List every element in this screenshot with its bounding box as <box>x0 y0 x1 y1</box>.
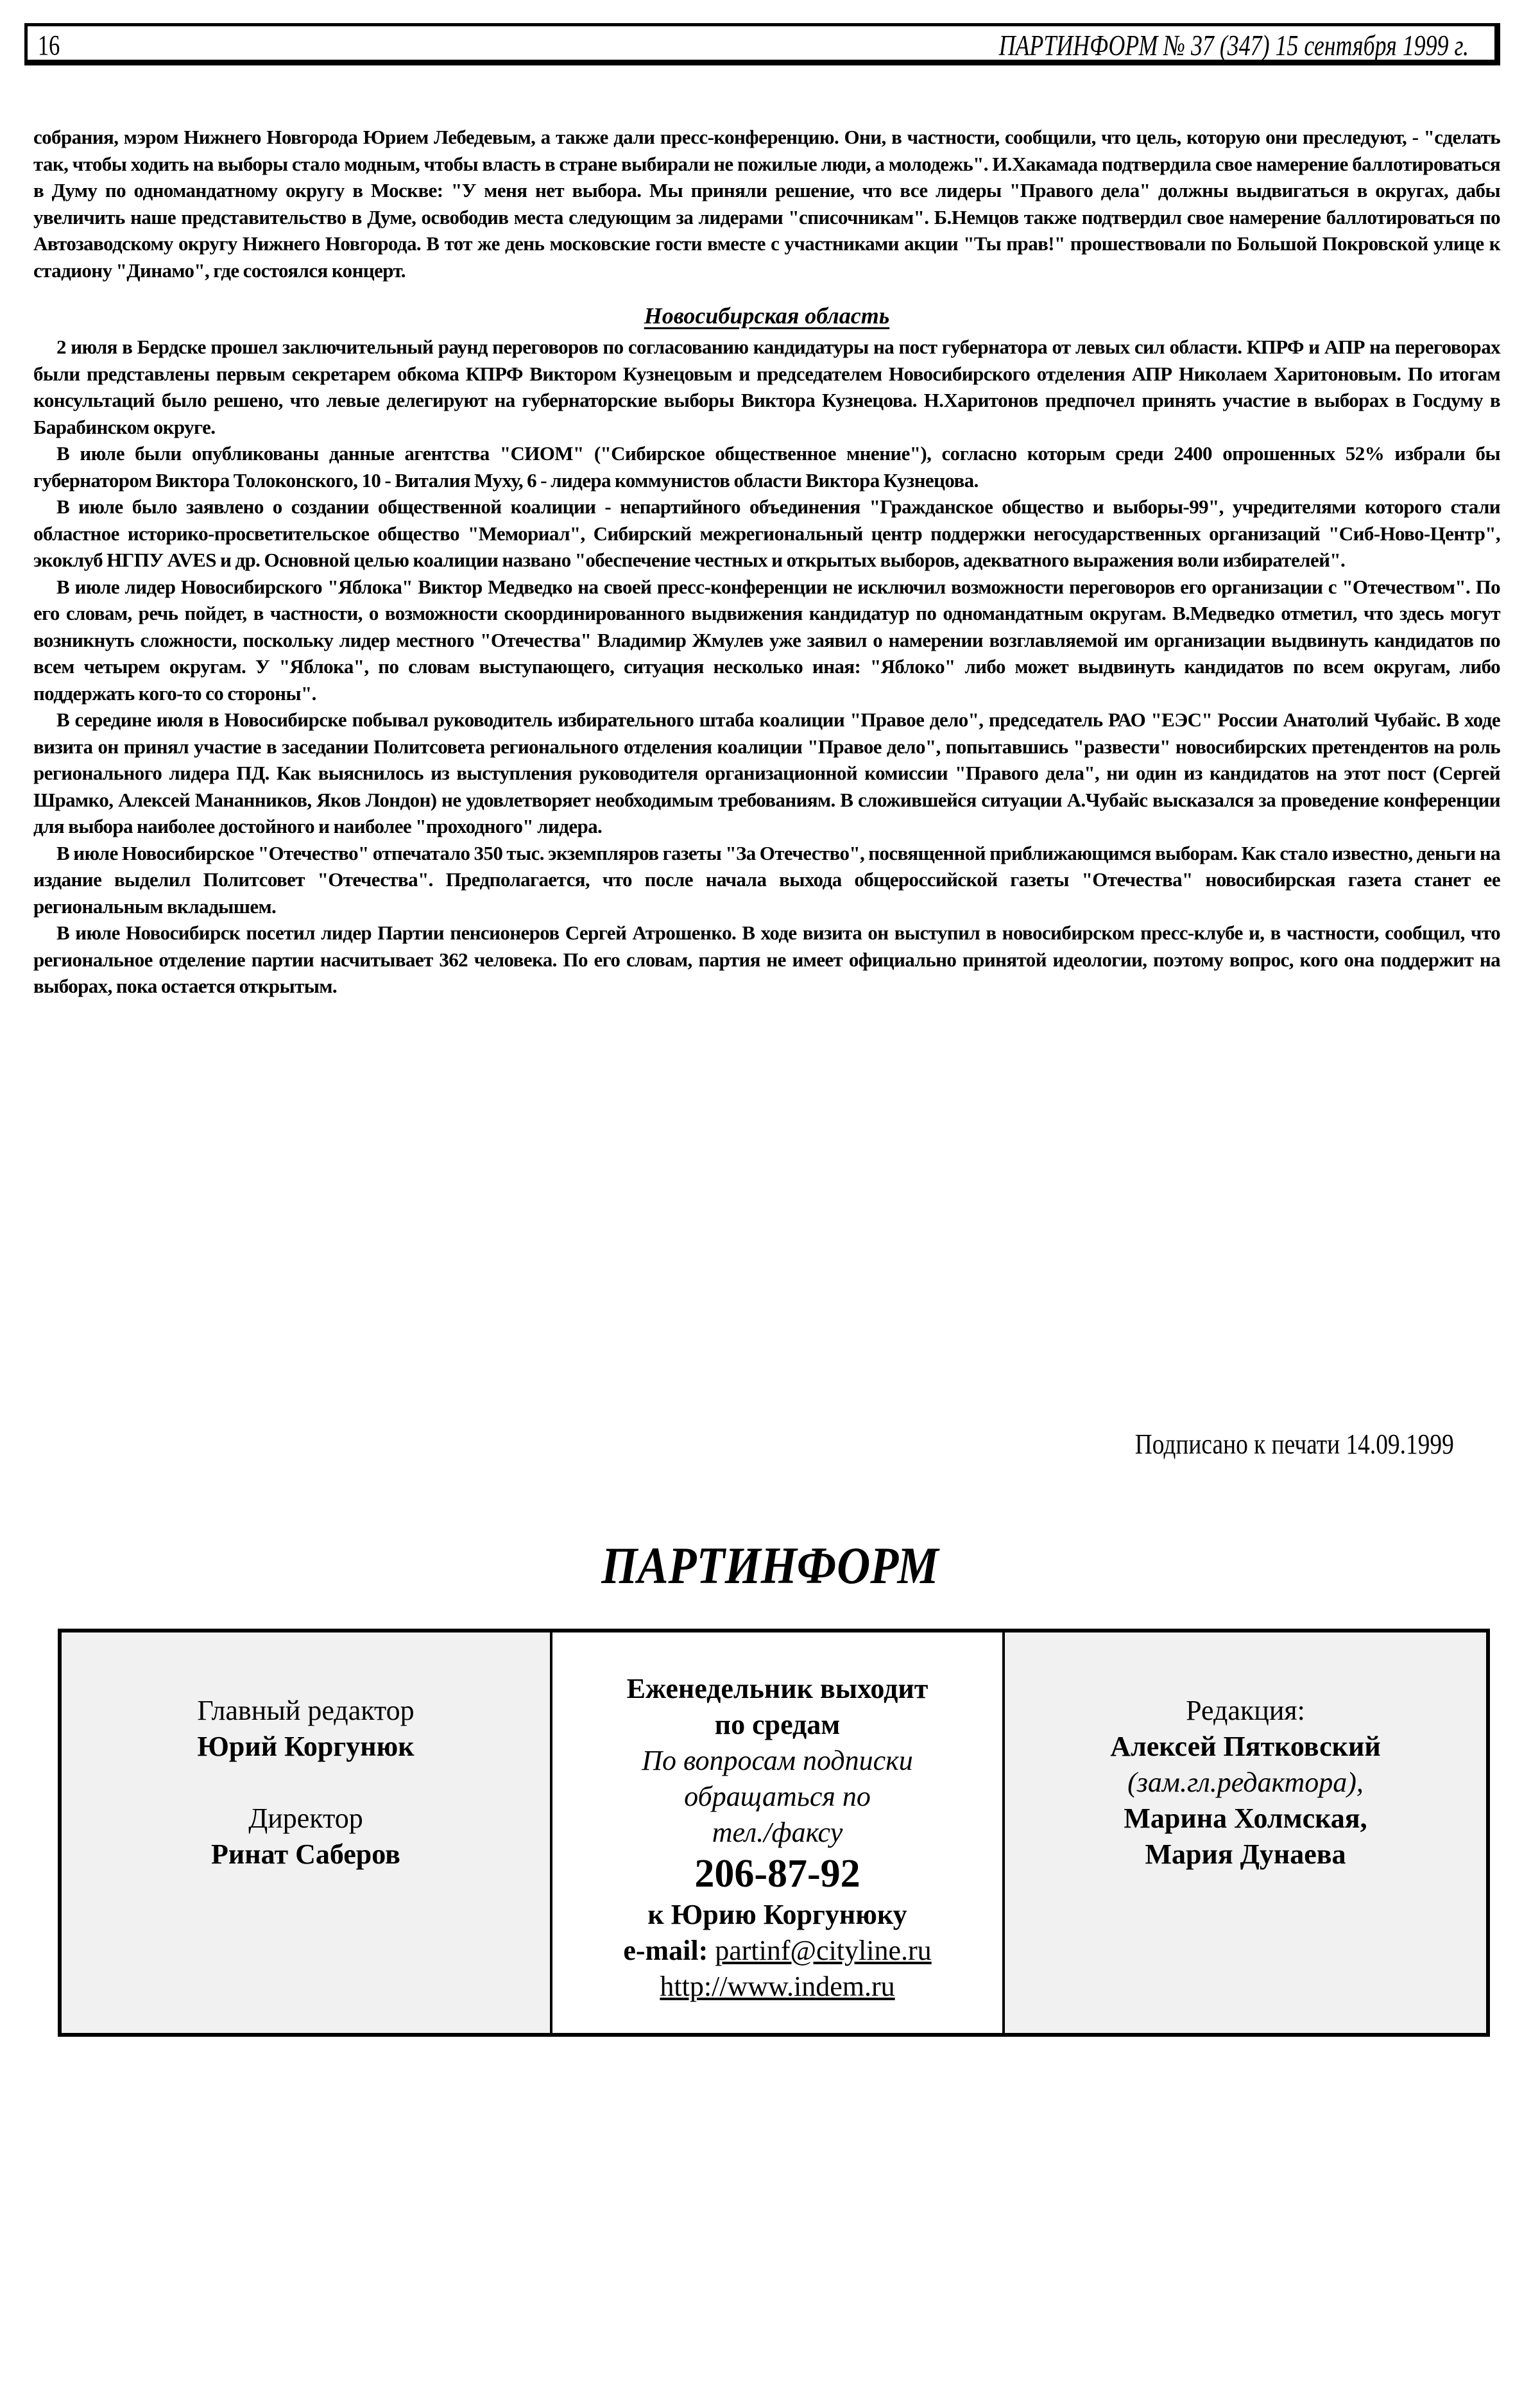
website-link[interactable]: http://www.indem.ru <box>660 1971 895 2002</box>
email-link[interactable]: partinf@cityline.ru <box>715 1935 932 1966</box>
signed-to-print: Подписано к печати 14.09.1999 <box>1134 1428 1454 1460</box>
director-role: Директор <box>248 1803 363 1834</box>
contact-person: к Юрию Коргунюку <box>647 1899 907 1930</box>
section-paragraph: В июле Новосибирск посетил лидер Партии пенсионеров Сергей Атрошенко. В ходе визита он выступил в новосибирском пресс-клубе и, в частности, сообщил, что региональное отделение партии насчитывает 362 человека. По его словам, партия не имеет официально принятой идеологии, поэтому вопрос, кого она поддержит на выборах, пока остается открытым. <box>33 921 1500 997</box>
intro-paragraph: собрания, мэром Нижнего Новгорода Юрием Лебедевым, а также дали пресс-конференцию. Они, в частности, сообщили, что цель, которую они преследуют, - "сделать так, чтобы ходить на выборы стало модным, чтобы власть в стране выбирали не пожилые люди, а молодежь". И.Хакамада подтвердила свое намерение баллотироваться в Думу по одномандатному округу в Москве: "У меня нет выбора. Мы приняли решение, что все лидеры "Правого дела" должны выдвигаться в округах, дабы увеличить наше представительство в Думе, освободив места следующим за лидерами "списочникам". Б.Немцов также подтвердил свое намерение баллотироваться по Автозаводскому округу Нижнего Новгорода. В тот же день московские гости вместе с участниками акции "Ты прав!" прошествовали по Большой Покровской улице к стадиону "Динамо", где состоялся концерт. <box>33 126 1500 282</box>
section-heading: Новосибирская область <box>644 303 890 329</box>
phone-number: 206-87-92 <box>694 1852 860 1896</box>
subscription-note: обращаться по <box>684 1781 871 1812</box>
staff-name: Мария Дунаева <box>1145 1838 1346 1870</box>
schedule-line: по средам <box>714 1709 841 1740</box>
section-paragraph: В июле было заявлено о создании общественной коалиции - непартийного объединения "Гражданское общество и выборы-99", учредителями которого стали областное историко-просветительское общество "Мемориал", Сибирский межрегиональный центр поддержки негосударственных организаций "Сиб-Ново-Центр", экоклуб НГПУ AVES и др. Основной целью коалиции названо "обеспечение честных и открытых выборов, адекватного выражения воли избирателей". <box>33 495 1500 571</box>
editor-name: Юрий Коргунюк <box>197 1731 415 1762</box>
publication-issue-title: ПАРТИНФОРМ № 37 (347) 15 сентября 1999 г. <box>998 29 1469 62</box>
subscription-note: тел./факсу <box>712 1817 843 1848</box>
section-paragraph: В июле Новосибирское "Отечество" отпечатало 350 тыс. экземпляров газеты "За Отечество", посвященной приближающимся выборам. Как стало известно, деньги на издание выделил Политсовет "Отечества". Предполагается, что после начала выхода общероссийской газеты "Отечества" новосибирская газета станет ее региональным вкладышем. <box>33 841 1500 918</box>
subscription-note: По вопросам подписки <box>642 1745 913 1776</box>
masthead-editors-column <box>62 1632 552 2033</box>
section-paragraph: В июле лидер Новосибирского "Яблока" Виктор Медведко на своей пресс-конференции не исключил возможности переговоров его организации с "Отечеством". По его словам, речь пойдет, в частности, о возможности скоординированного выдвижения кандидатур по одномандатным округам. В.Медведко отметил, что здесь могут возникнуть сложности, поскольку лидер местного "Отечества" Владимир Жмулев уже заявил о намерении возглавляемой им организации выдвинуть кандидатов по всем четырем округам. У "Яблока", по словам выступающего, ситуация несколько иная: "Яблоко" либо может выдвинуть кандидатов по всем округам, либо поддержать кого-то со стороны". <box>33 575 1500 705</box>
masthead-box <box>58 1629 1490 2037</box>
page-header <box>24 23 1500 65</box>
email-line <box>623 1933 931 1969</box>
page-number: 16 <box>38 30 60 61</box>
section-paragraph: В июле были опубликованы данные агентства "СИОМ" ("Сибирское общественное мнение"), согласно которым среди 2400 опрошенных 52% избрали бы губернатором Виктора Толоконского, 10 - Виталия Муху, 6 - лидера коммунистов области Виктора Кузнецова. <box>33 442 1500 492</box>
schedule-line: Еженедельник выходит <box>626 1673 928 1704</box>
staff-name: Марина Холмская, <box>1124 1803 1367 1834</box>
staff-label: Редакция: <box>1186 1695 1305 1726</box>
masthead-staff-column <box>1005 1632 1486 2033</box>
article-body <box>33 124 1500 1000</box>
director-name: Ринат Саберов <box>211 1838 400 1870</box>
editor-role: Главный редактор <box>197 1695 415 1726</box>
section-paragraph: 2 июля в Бердске прошел заключительный раунд переговоров по согласованию кандидатуры на пост губернатора от левых сил области. КПРФ и АПР на переговорах были представлены первым секретарем обкома КПРФ Виктором Кузнецовым и председателем Новосибирского отделения АПР Николаем Харитоновым. По итогам консультаций было решено, что левые делегируют на губернаторские выборы Виктора Кузнецова. Н.Харитонов предпочел принять участие в выборах в Госдуму в Барабинском округе. <box>33 336 1500 438</box>
staff-role: (зам.гл.редактора), <box>1127 1767 1364 1798</box>
masthead-title: ПАРТИНФОРМ <box>601 1536 939 1595</box>
masthead-contact-column <box>552 1632 1005 2033</box>
email-label: e-mail: <box>623 1935 708 1966</box>
staff-name: Алексей Пятковский <box>1110 1731 1381 1762</box>
section-paragraph: В середине июля в Новосибирске побывал руководитель избирательного штаба коалиции "Правое дело", председатель РАО "ЕЭС" России Анатолий Чубайс. В ходе визита он принял участие в заседании Политсовета регионального отделения коалиции "Правое дело", попытавшись "развести" новосибирских претендентов на роль регионального лидера ПД. Как выяснилось из выступления руководителя организационной комиссии "Правого дела", ни один из кандидатов на этот пост (Сергей Шрамко, Алексей Мананников, Яков Лондон) не удовлетворяет необходимым требованиям. В сложившейся ситуации А.Чубайс высказался за проведение конференции для выбора наиболее достойного и наиболее "проходного" лидера. <box>33 708 1500 837</box>
